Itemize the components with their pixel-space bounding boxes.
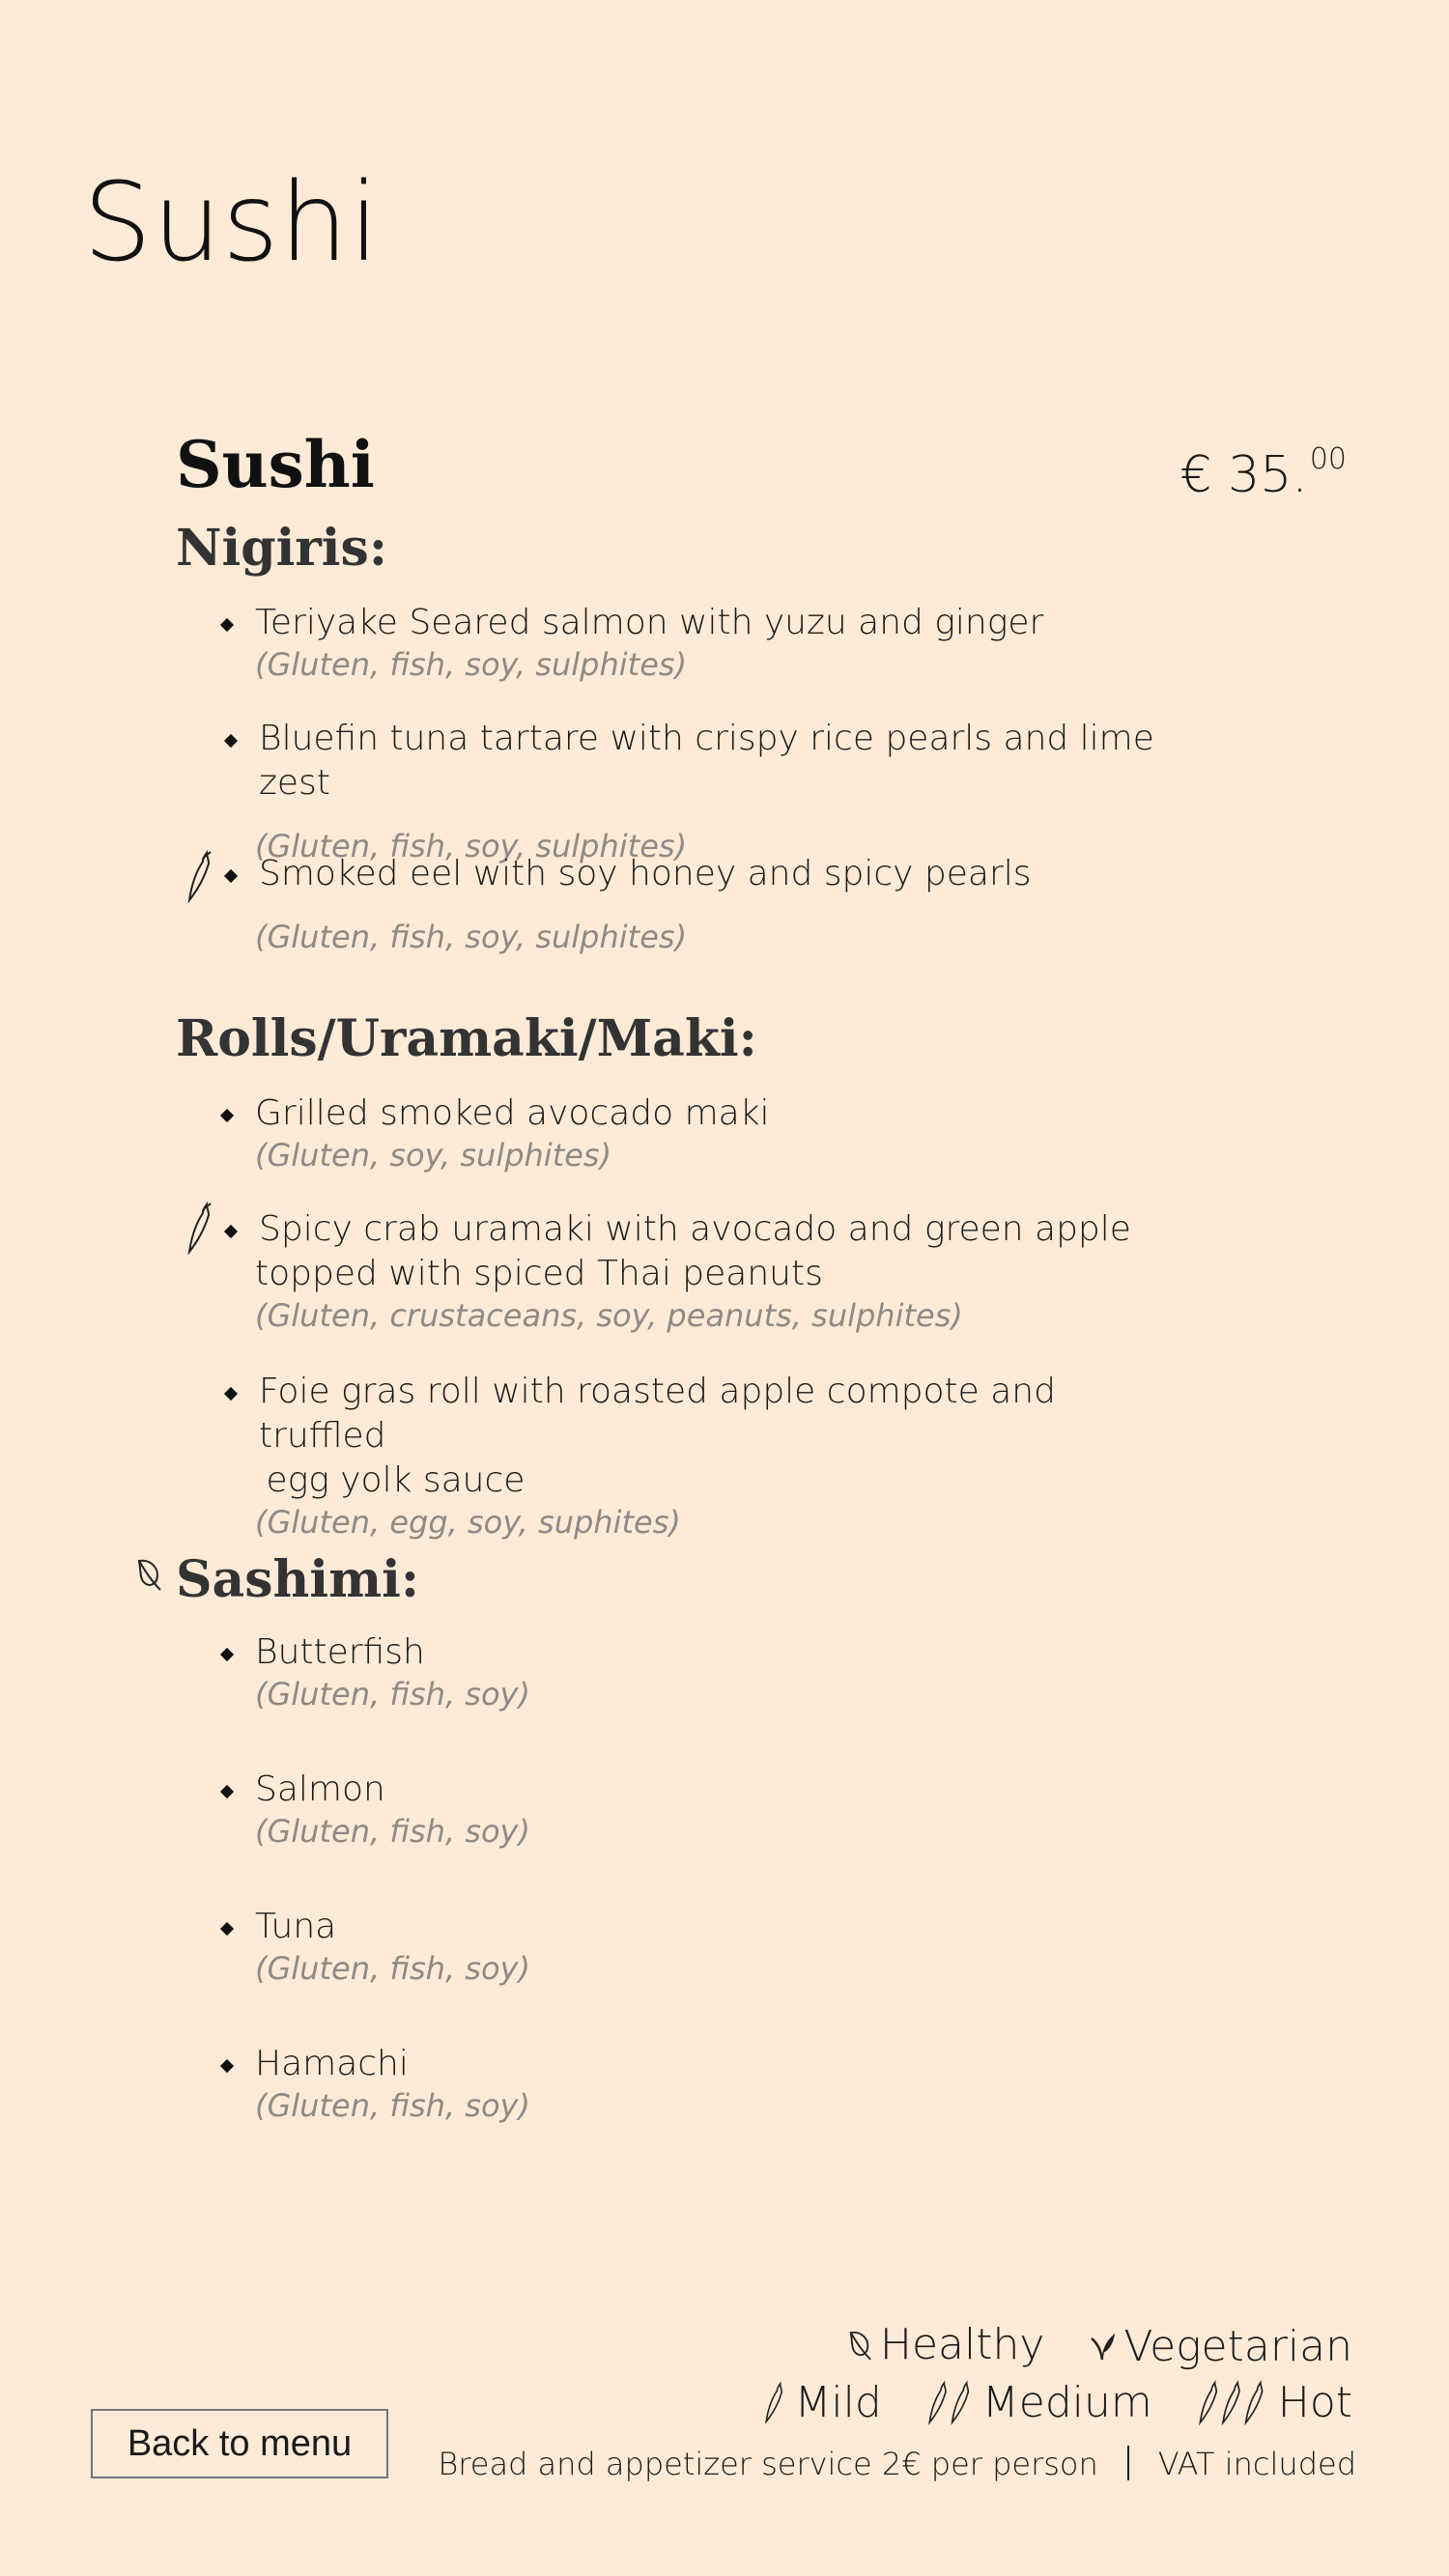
list-item [222,1091,1188,1175]
list-item [222,852,1188,956]
service-note: Bread and appetizer service 2€ per person [438,2446,1098,2482]
item-name: Butterfish [255,1632,425,1672]
list-item [222,1630,1188,1713]
legend-hot-label: Hot [1277,2378,1352,2427]
list-item [222,2042,1188,2125]
legend-row-spice [732,2378,1352,2437]
item-name: Smoked eel with soy honey and spicy pearls [259,854,1032,893]
item-name: Hamachi [255,2044,409,2083]
footer-note [438,2446,1356,2482]
list-item [222,717,1188,865]
list-item [222,601,1188,684]
item-name: Grilled smoked avocado maki [255,1093,770,1133]
vegetarian-sprout-icon [1089,2333,1116,2362]
legend-medium-label: Medium [981,2378,1152,2427]
chili-medium-icon [926,2380,975,2426]
item-allergens: (Gluten, egg, soy, suphites) [255,1504,681,1541]
price-cents: 00 [1309,442,1347,476]
leaf-healthy-icon [847,2329,872,2362]
chili-mild-icon [763,2380,786,2426]
chili-mild-icon [185,1202,214,1256]
list-item [222,1370,1188,1542]
item-allergens: (Gluten, fish, soy, sulphites) [255,828,688,864]
section-price [1179,442,1347,504]
vat-note: VAT included [1157,2446,1356,2482]
item-name: Tuna [255,1907,337,1946]
category-title-nigiris: Nigiris: [176,519,388,578]
item-name-line2: topped with spiced Thai peanuts [255,1254,823,1293]
item-name: Teriyake Seared salmon with yuzu and ginger [255,603,1044,642]
chili-hot-icon [1197,2380,1270,2426]
list-item [222,1768,1188,1851]
legend-mild [763,2378,881,2427]
category-title-rolls: Rolls/Uramaki/Maki: [176,1009,757,1068]
item-name-line2: egg yolk sauce [255,1460,526,1500]
item-name-line1: Spicy crab uramaki with avocado and green apple [259,1209,1131,1249]
item-allergens: (Gluten, soy, sulphites) [255,1137,612,1174]
item-name-line1: Foie gras roll with roasted apple compote and truffled [259,1372,1056,1456]
legend-medium [926,2378,1152,2427]
category-title-sashimi: Sashimi: [176,1550,420,1609]
leaf-healthy-icon [135,1557,162,1592]
chili-mild-icon [185,850,214,904]
item-allergens: (Gluten, fish, soy, sulphites) [255,919,688,955]
legend-healthy [847,2320,1045,2369]
item-allergens: (Gluten, fish, soy) [255,2087,530,2124]
price-main: 35. [1228,446,1308,504]
item-name: Salmon [255,1769,385,1809]
legend-mild-label: Mild [794,2378,882,2427]
legend-row-diet [816,2320,1352,2372]
item-allergens: (Gluten, crustaceans, soy, peanuts, sulphites) [255,1297,963,1334]
item-allergens: (Gluten, fish, soy) [255,1813,530,1850]
price-currency: € [1179,446,1212,504]
item-allergens: (Gluten, fish, soy) [255,1950,530,1987]
legend-healthy-label: Healthy [879,2320,1045,2369]
legend-hot [1197,2378,1352,2427]
item-name: Bluefin tuna tartare with crispy rice pearls and lime zest [259,719,1154,803]
section-title: Sushi [176,427,375,502]
legend-vegetarian-label: Vegetarian [1123,2322,1352,2371]
list-item [222,1207,1188,1335]
back-to-menu-button[interactable]: Back to menu [91,2409,388,2478]
page-title: Sushi [83,160,381,286]
list-item [222,1905,1188,1988]
divider [1127,2446,1129,2480]
item-allergens: (Gluten, fish, soy, sulphites) [255,646,688,683]
legend-vegetarian [1089,2322,1352,2371]
item-allergens: (Gluten, fish, soy) [255,1676,530,1713]
